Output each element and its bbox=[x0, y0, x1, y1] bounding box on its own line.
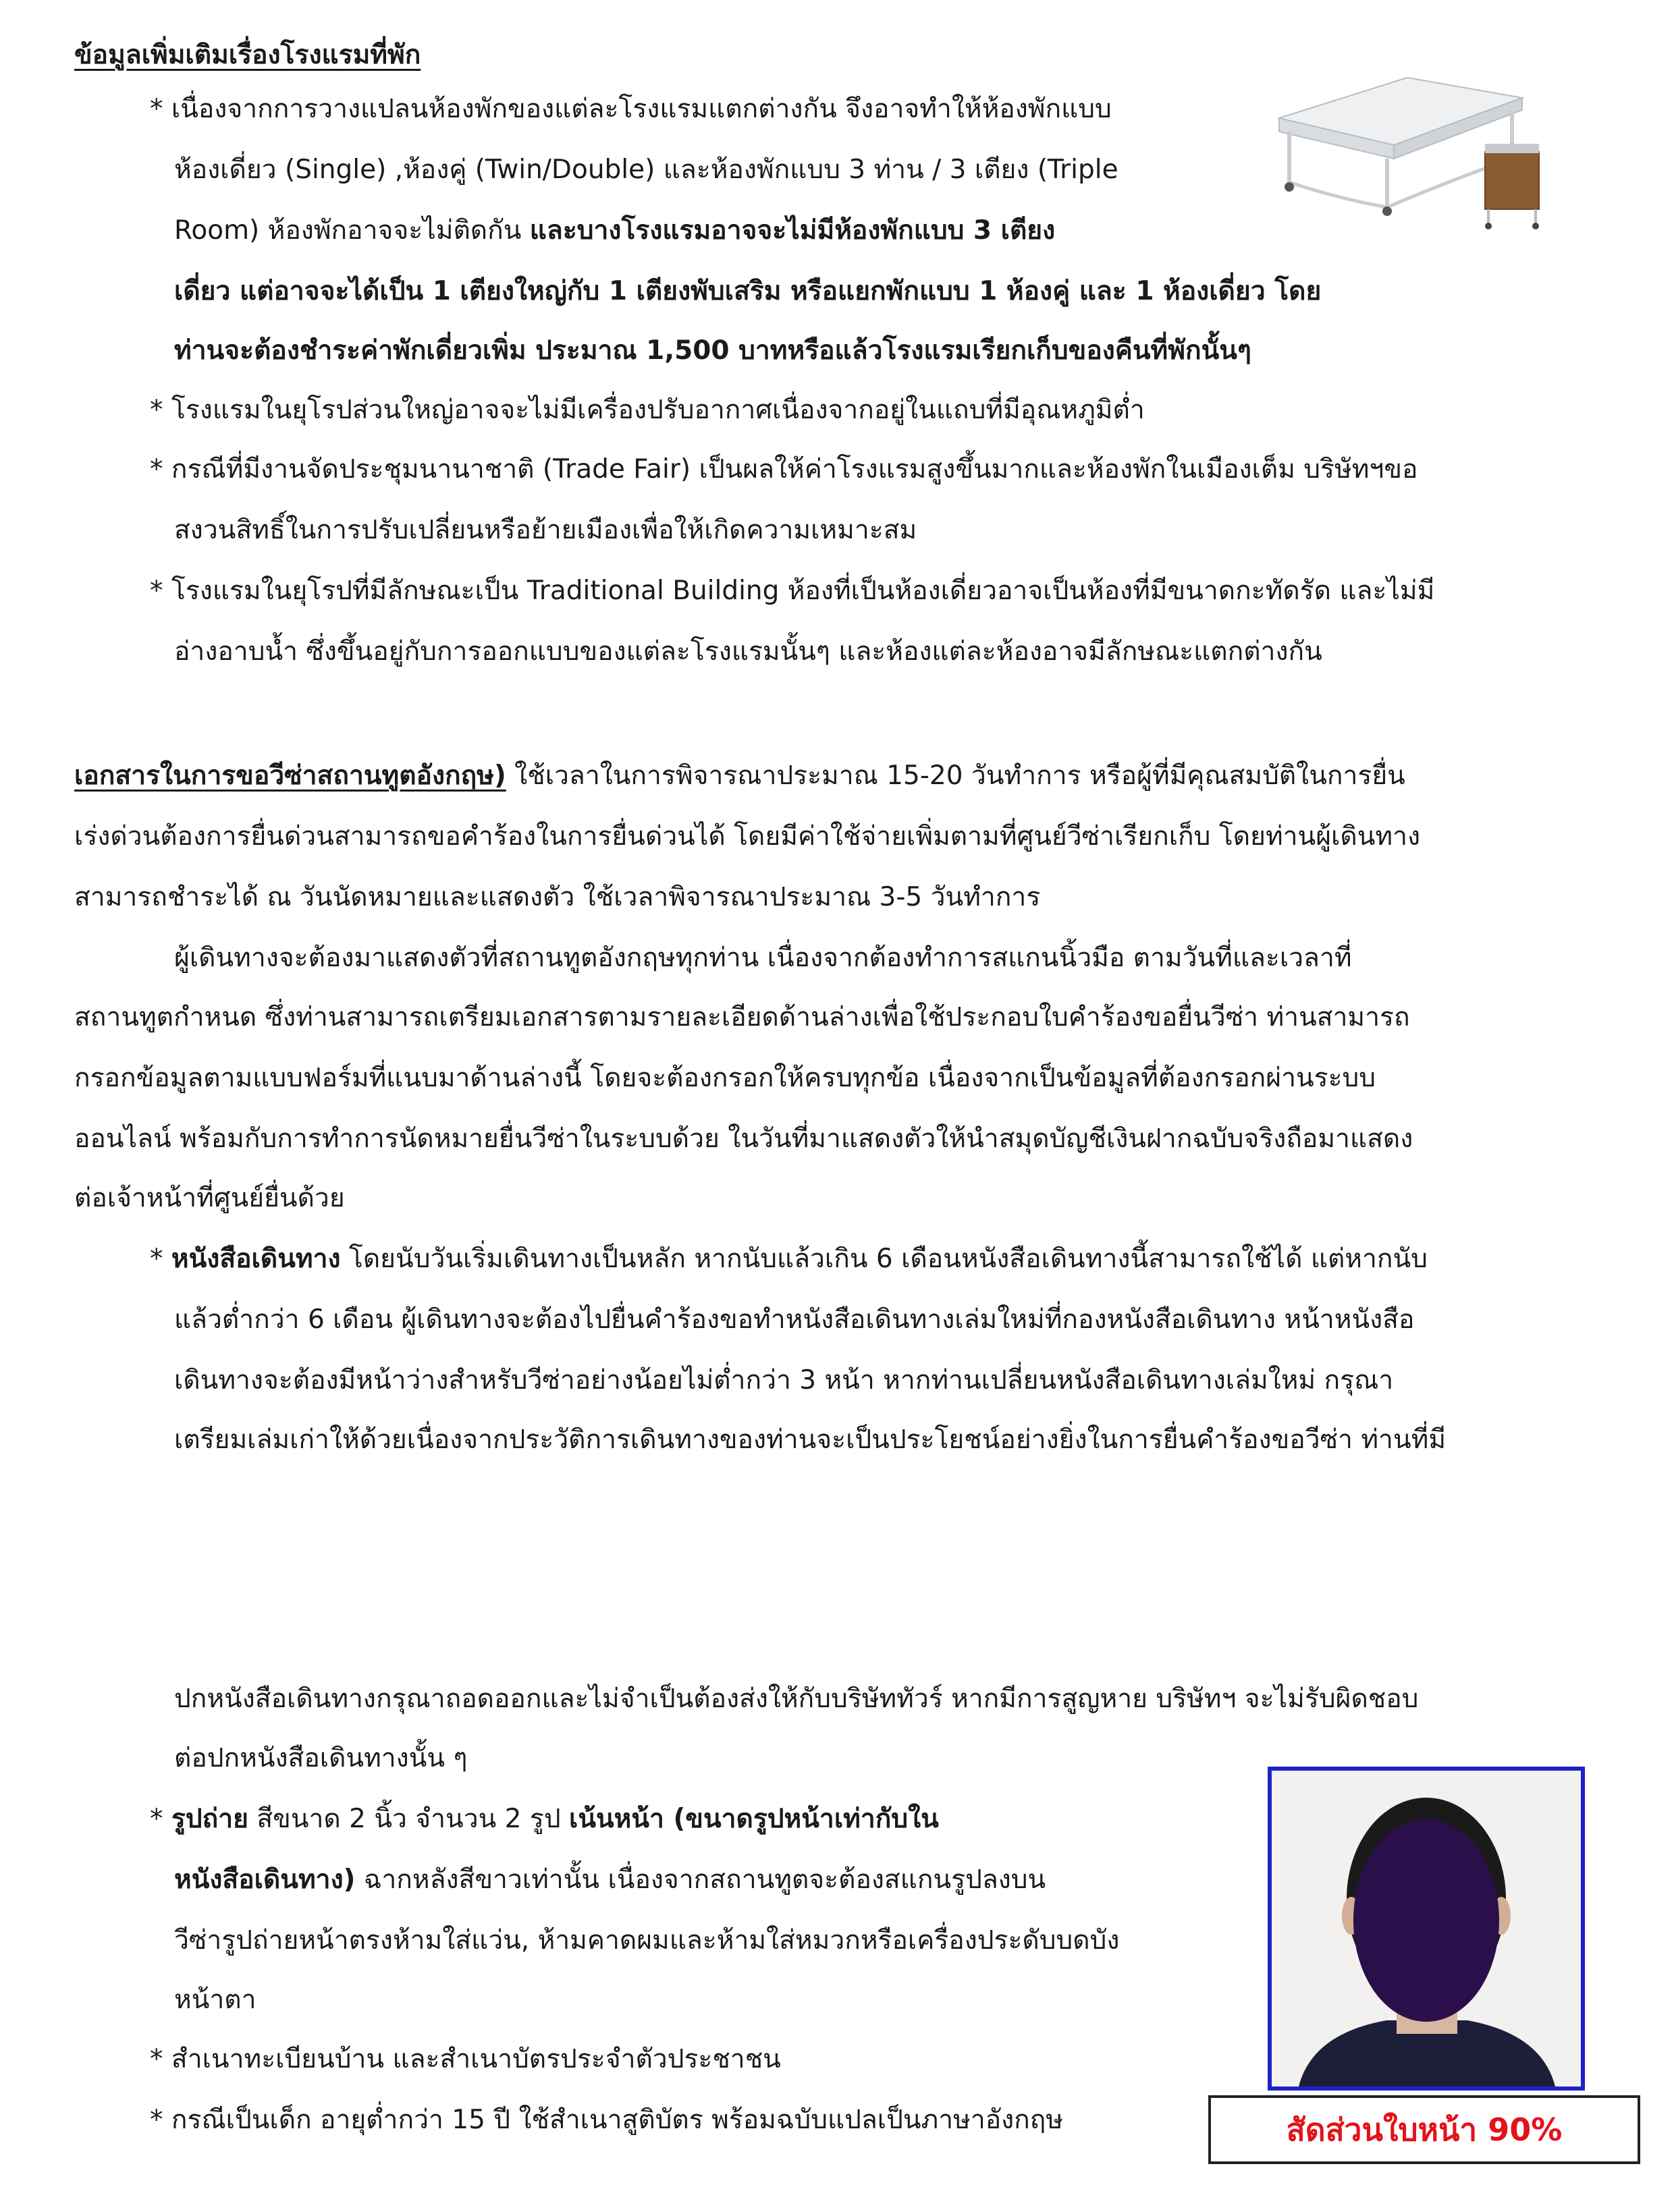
hotel-p1-line3-normal: Room) ห้องพักอาจจะไม่ติดกัน bbox=[174, 215, 530, 246]
passport-line3: เดินทางจะต้องมีหน้าว่างสำหรับวีซ่าอย่างน้อยไม่ต่ำกว่า 3 หน้า หากท่านเปลี่ยนหนังสือเดินทางเล่มใหม่ กรุณา bbox=[174, 1365, 1394, 1395]
visa-line3: สามารถชำระได้ ณ วันนัดหมายและแสดงตัว ใช้เวลาพิจารณาประมาณ 3-5 วันทำการ bbox=[74, 882, 1041, 912]
hotel-p1-line2: ห้องเดี่ยว (Single) ,ห้องคู่ (Twin/Double) และห้องพักแบบ 3 ท่าน / 3 เตียง (Triple bbox=[174, 155, 1118, 185]
photo-line1 bbox=[150, 1799, 939, 1840]
passport-line1 bbox=[150, 1239, 1428, 1279]
passport-line1-rest: โดยนับวันเริ่มเดินทางเป็นหลัก หากนับแล้วเกิน 6 เดือนหนังสือเดินทางนี้สามารถใช้ได้ แต่หากนับ bbox=[340, 1244, 1428, 1274]
bullet: * bbox=[150, 1804, 171, 1834]
photo-line2 bbox=[174, 1860, 1046, 1900]
house-registration-line: * สำเนาทะเบียนบ้าน และสำเนาบัตรประจำตัวประชาชน bbox=[150, 2044, 781, 2074]
passport-label: หนังสือเดินทาง bbox=[171, 1244, 341, 1274]
visa-line1 bbox=[74, 756, 1405, 796]
hotel-p3-line2: สงวนสิทธิ์ในการปรับเปลี่ยนหรือย้ายเมืองเพื่อให้เกิดความเหมาะสม bbox=[174, 515, 917, 545]
visa-p2-line5: ต่อเจ้าหน้าที่ศูนย์ยื่นด้วย bbox=[74, 1183, 345, 1213]
photo-line2-rest: ฉากหลังสีขาวเท่านั้น เนื่องจากสถานทูตจะต้องสแกนรูปลงบน bbox=[355, 1864, 1046, 1895]
bullet: * bbox=[150, 1244, 171, 1274]
visa-p2-line1: ผู้เดินทางจะต้องมาแสดงตัวที่สถานทูตอังกฤษทุกท่าน เนื่องจากต้องทำการสแกนนิ้วมือ ตามวันที่และเวลาที่ bbox=[174, 943, 1352, 973]
photo-line1-mid: สีขนาด 2 นิ้ว จำนวน 2 รูป bbox=[248, 1804, 569, 1834]
hotel-p1-line1: * เนื่องจากการวางแปลนห้องพักของแต่ละโรงแรมแตกต่างกัน จึงอาจทำให้ห้องพักแบบ bbox=[150, 94, 1112, 124]
hotel-p1-line5: ท่านจะต้องชำระค่าพักเดี่ยวเพิ่ม ประมาณ 1,500 บาทหรือแล้วโรงแรมเรียกเก็บของคืนที่พักนั้นๆ bbox=[174, 335, 1251, 366]
portrait-image bbox=[1272, 1771, 1581, 2086]
photo-label: รูปถ่าย bbox=[171, 1804, 248, 1834]
photo-line2-bold: หนังสือเดินทาง) bbox=[174, 1864, 356, 1895]
visa-p2-line3: กรอกข้อมูลตามแบบฟอร์มที่แนบมาด้านล่างนี้ โดยจะต้องกรอกให้ครบทุกข้อ เนื่องจากเป็นข้อมูลที่ต้องกรอกผ่านระบบ bbox=[74, 1063, 1376, 1093]
visa-line2: เร่งด่วนต้องการยื่นด่วนสามารถขอคำร้องในการยื่นด่วนได้ โดยมีค่าใช้จ่ายเพิ่มตามที่ศูนย์วีซ่าเรียกเก็บ โดยท่านผู้เดินทาง bbox=[74, 821, 1421, 852]
passport-line6: ต่อปกหนังสือเดินทางนั้น ๆ bbox=[174, 1743, 468, 1773]
sample-photo bbox=[1268, 1767, 1585, 2091]
photo-line3: วีซ่ารูปถ่ายหน้าตรงห้ามใส่แว่น, ห้ามคาดผมและห้ามใส่หมวกหรือเครื่องประดับบดบัง bbox=[174, 1925, 1120, 1956]
hotel-p4-line2: อ่างอาบน้ำ ซึ่งขึ้นอยู่กับการออกแบบของแต่ละโรงแรมนั้นๆ และห้องแต่ละห้องอาจมีลักษณะแตกต่างกัน bbox=[174, 636, 1322, 667]
hotel-heading: ข้อมูลเพิ่มเติมเรื่องโรงแรมที่พัก bbox=[74, 40, 421, 70]
face-mask bbox=[1353, 1819, 1499, 2022]
passport-line2: แล้วต่ำกว่า 6 เดือน ผู้เดินทางจะต้องไปยื่นคำร้องขอทำหนังสือเดินทางเล่มใหม่ที่กองหนังสือเดินทาง หน้าหนังสือ bbox=[174, 1304, 1415, 1335]
folding-bed-image bbox=[1252, 64, 1549, 233]
visa-p2-line4: ออนไลน์ พร้อมกับการทำการนัดหมายยื่นวีซ่าในระบบด้วย ในวันที่มาแสดงตัวให้นำสมุดบัญชีเงินฝากฉบับจริงถือมาแสดง bbox=[74, 1124, 1413, 1154]
photo-caption: สัดส่วนใบหน้า 90% bbox=[1208, 2095, 1640, 2164]
visa-p2-line2: สถานทูตกำหนด ซึ่งท่านสามารถเตรียมเอกสารตามรายละเอียดด้านล่างเพื่อใช้ประกอบใบคำร้องขอยื่นวีซ่า ท่านสามารถ bbox=[74, 1002, 1410, 1032]
child-birth-certificate-line: * กรณีเป็นเด็ก อายุต่ำกว่า 15 ปี ใช้สำเนาสูติบัตร พร้อมฉบับแปลเป็นภาษาอังกฤษ bbox=[150, 2105, 1064, 2135]
hotel-p3-line1: * กรณีที่มีงานจัดประชุมนานาชาติ (Trade Fair) เป็นผลให้ค่าโรงแรมสูงขึ้นมากและห้องพักในเมืองเต็ม บริษัทฯขอ bbox=[150, 454, 1418, 485]
hotel-p1-line4: เดี่ยว แต่อาจจะได้เป็น 1 เตียงใหญ่กับ 1 เตียงพับเสริม หรือแยกพักแบบ 1 ห้องคู่ และ 1 ห้องเดี่ยว โดย bbox=[174, 276, 1322, 306]
photo-line1-bold: เน้นหน้า (ขนาดรูปหน้าเท่ากับใน bbox=[568, 1804, 939, 1834]
hotel-p2: * โรงแรมในยุโรปส่วนใหญ่อาจจะไม่มีเครื่องปรับอากาศเนื่องจากอยู่ในแถบที่มีอุณหภูมิต่ำ bbox=[150, 395, 1145, 425]
passport-line5: ปกหนังสือเดินทางกรุณาถอดออกและไม่จำเป็นต้องส่งให้กับบริษัททัวร์ หากมีการสูญหาย บริษัทฯ จะไม่รับผิดชอบ bbox=[174, 1684, 1419, 1714]
hotel-p1-line3-bold: และบางโรงแรมอาจจะไม่มีห้องพักแบบ 3 เตียง bbox=[529, 215, 1056, 246]
hotel-p4-line1: * โรงแรมในยุโรปที่มีลักษณะเป็น Traditional Building ห้องที่เป็นห้องเดี่ยวอาจเป็นห้องที่มีขนาดกะทัดรัด และไม่มี bbox=[150, 576, 1435, 606]
visa-heading: เอกสารในการขอวีซ่าสถานทูตอังกฤษ) bbox=[74, 761, 506, 791]
hotel-p1-line3 bbox=[174, 211, 1055, 251]
photo-line4: หน้าตา bbox=[174, 1985, 256, 2015]
passport-line4: เตรียมเล่มเก่าให้ด้วยเนื่องจากประวัติการเดินทางของท่านจะเป็นประโยชน์อย่างยิ่งในการยื่นคำร้องขอวีซ่า ท่านที่มี bbox=[174, 1425, 1447, 1455]
visa-line1-rest: ใช้เวลาในการพิจารณาประมาณ 15-20 วันทำการ หรือผู้ที่มีคุณสมบัติในการยื่น bbox=[506, 761, 1405, 791]
